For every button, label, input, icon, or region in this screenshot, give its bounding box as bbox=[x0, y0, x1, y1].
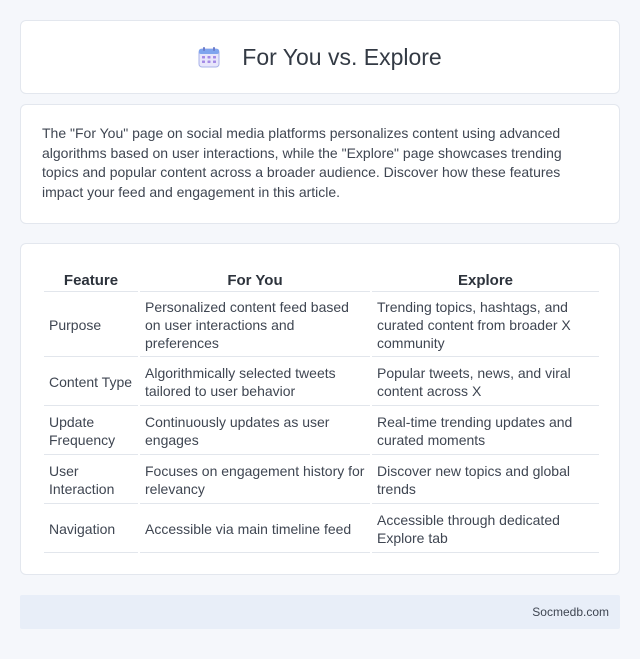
title-card bbox=[20, 20, 620, 94]
explore-cell: Popular tweets, news, and viral content across X bbox=[372, 359, 599, 406]
table-row bbox=[44, 506, 599, 553]
comparison-card bbox=[20, 243, 620, 575]
for-you-cell: Focuses on engagement history for relevancy bbox=[140, 457, 370, 504]
for-you-cell: Continuously updates as user engages bbox=[140, 408, 370, 455]
explore-cell: Trending topics, hashtags, and curated content from broader X community bbox=[372, 294, 599, 357]
intro-card bbox=[20, 104, 620, 224]
feature-cell: Update Frequency bbox=[44, 408, 138, 455]
feature-cell: Purpose bbox=[44, 294, 138, 357]
table-row bbox=[44, 294, 599, 357]
comparison-table bbox=[42, 267, 601, 555]
for-you-cell: Accessible via main timeline feed bbox=[140, 506, 370, 553]
calendar-icon bbox=[198, 46, 220, 68]
intro-paragraph: The "For You" page on social media platforms personalizes content using advanced algorithms based on user interactions, while the "Explore" page showcases trending topics and popular content across a broader audience. Discover how these features impact your feed and engagement in this article. bbox=[42, 125, 562, 200]
feature-cell: User Interaction bbox=[44, 457, 138, 504]
header-explore: Explore bbox=[372, 269, 599, 292]
feature-cell: Navigation bbox=[44, 506, 138, 553]
for-you-cell: Personalized content feed based on user interactions and preferences bbox=[140, 294, 370, 357]
explore-cell: Real-time trending updates and curated moments bbox=[372, 408, 599, 455]
header-for-you: For You bbox=[140, 269, 370, 292]
footer-bar bbox=[20, 595, 620, 629]
table-row bbox=[44, 408, 599, 455]
explore-cell: Discover new topics and global trends bbox=[372, 457, 599, 504]
header-feature: Feature bbox=[44, 269, 138, 292]
title-wrap bbox=[198, 44, 441, 71]
for-you-cell: Algorithmically selected tweets tailored to user behavior bbox=[140, 359, 370, 406]
explore-cell: Accessible through dedicated Explore tab bbox=[372, 506, 599, 553]
page-title: For You vs. Explore bbox=[242, 43, 442, 70]
table-header-row bbox=[44, 269, 599, 292]
footer-site-link[interactable]: Socmedb.com bbox=[532, 605, 609, 619]
feature-cell: Content Type bbox=[44, 359, 138, 406]
table-row bbox=[44, 457, 599, 504]
table-row bbox=[44, 359, 599, 406]
